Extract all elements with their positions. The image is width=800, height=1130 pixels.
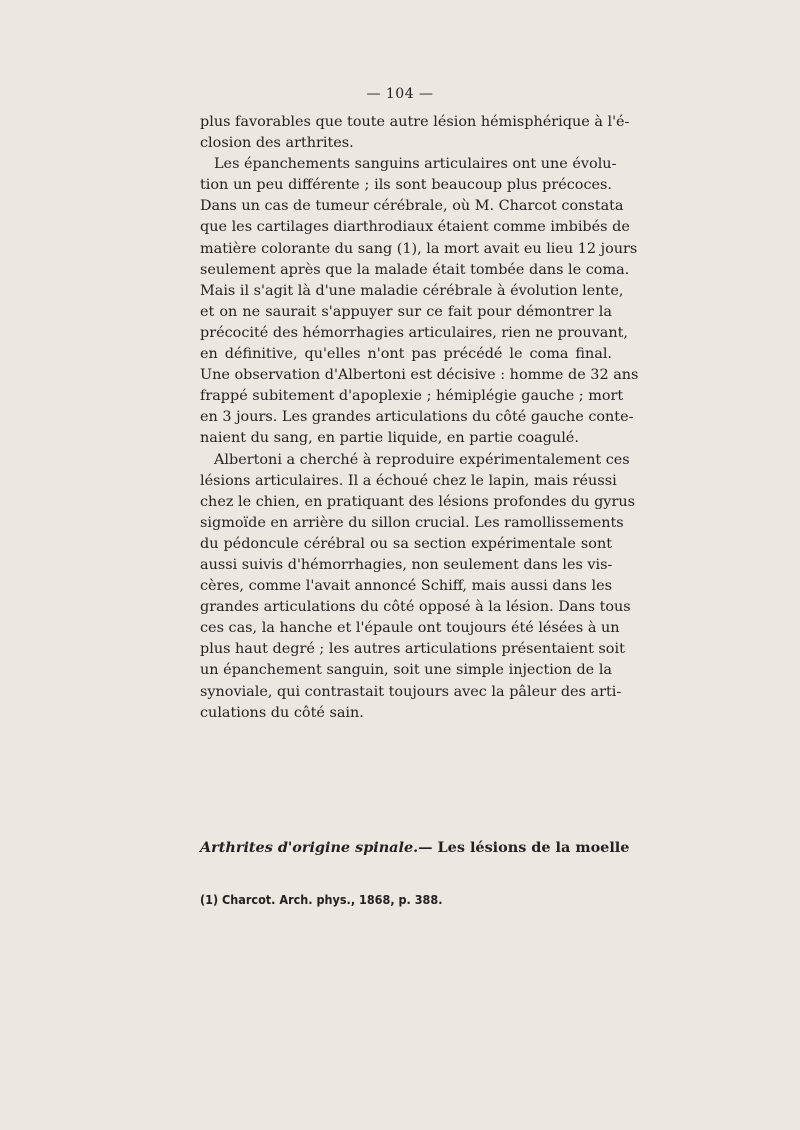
body-line: Albertoni a cherché à reproduire expérimentalement ces xyxy=(214,451,630,468)
body-line: plus haut degré ; les autres articulations présentaient soit xyxy=(200,641,625,658)
section-continuation: — Les lésions de la moelle xyxy=(418,839,630,856)
body-line: que les cartilages diarthrodiaux étaient comme imbibés de xyxy=(200,219,630,236)
body-line: frappé subitement d'apoplexie ; hémiplégie gauche ; mort xyxy=(200,388,624,405)
body-line: closion des arthrites. xyxy=(200,135,354,152)
section-title: Arthrites d'origine spinale. xyxy=(200,839,419,856)
body-line: culations du côté sain. xyxy=(200,704,364,721)
body-line: cères, comme l'avait annoncé Schiff, mais aussi dans les xyxy=(200,578,612,595)
body-line: Les épanchements sanguins articulaires ont une évolu- xyxy=(214,156,617,173)
body-line: un épanchement sanguin, soit une simple injection de la xyxy=(200,662,612,679)
body-line: et on ne saurait s'appuyer sur ce fait pour démontrer la xyxy=(200,303,612,320)
body-line: du pédoncule cérébral ou sa section expérimentale sont xyxy=(200,535,612,552)
footnote: (1) Charcot. Arch. phys., 1868, p. 388. xyxy=(200,892,443,907)
body-line: tion un peu différente ; ils sont beaucoup plus précoces. xyxy=(200,177,612,194)
body-line: Dans un cas de tumeur cérébrale, où M. Charcot constata xyxy=(200,198,624,215)
body-line: matière colorante du sang (1), la mort avait eu lieu 12 jours xyxy=(200,240,638,257)
body-line: grandes articulations du côté opposé à la lésion. Dans tous xyxy=(200,599,631,616)
body-line: ces cas, la hanche et l'épaule ont toujours été lésées à un xyxy=(200,620,620,637)
body-line: synoviale, qui contrastait toujours avec la pâleur des arti- xyxy=(200,683,622,700)
body-line: Une observation d'Albertoni est décisive : homme de 32 ans xyxy=(200,367,639,384)
body-line: chez le chien, en pratiquant des lésions profondes du gyrus xyxy=(200,493,635,510)
body-text xyxy=(200,112,639,724)
body-line: naient du sang, en partie liquide, en partie coagulé. xyxy=(200,430,579,447)
body-line: en 3 jours. Les grandes articulations du côté gauche conte- xyxy=(200,409,634,426)
body-line: sigmoïde en arrière du sillon crucial. Les ramollissements xyxy=(200,514,624,531)
body-line: seulement après que la malade était tombée dans le coma. xyxy=(200,261,630,278)
body-line: précocité des hémorrhagies articulaires, rien ne prouvant, xyxy=(200,324,628,341)
body-line: en définitive, qu'elles n'ont pas précédé le coma final. xyxy=(200,346,612,363)
section-heading xyxy=(200,839,630,856)
body-line: lésions articulaires. Il a échoué chez le lapin, mais réussi xyxy=(200,472,617,489)
body-line: plus favorables que toute autre lésion hémisphérique à l'é- xyxy=(200,114,630,130)
body-line: aussi suivis d'hémorrhagies, non seulement dans les vis- xyxy=(200,556,613,573)
body-line: Mais il s'agit là d'une maladie cérébrale à évolution lente, xyxy=(200,282,624,299)
page-number: — 104 — xyxy=(366,86,434,102)
